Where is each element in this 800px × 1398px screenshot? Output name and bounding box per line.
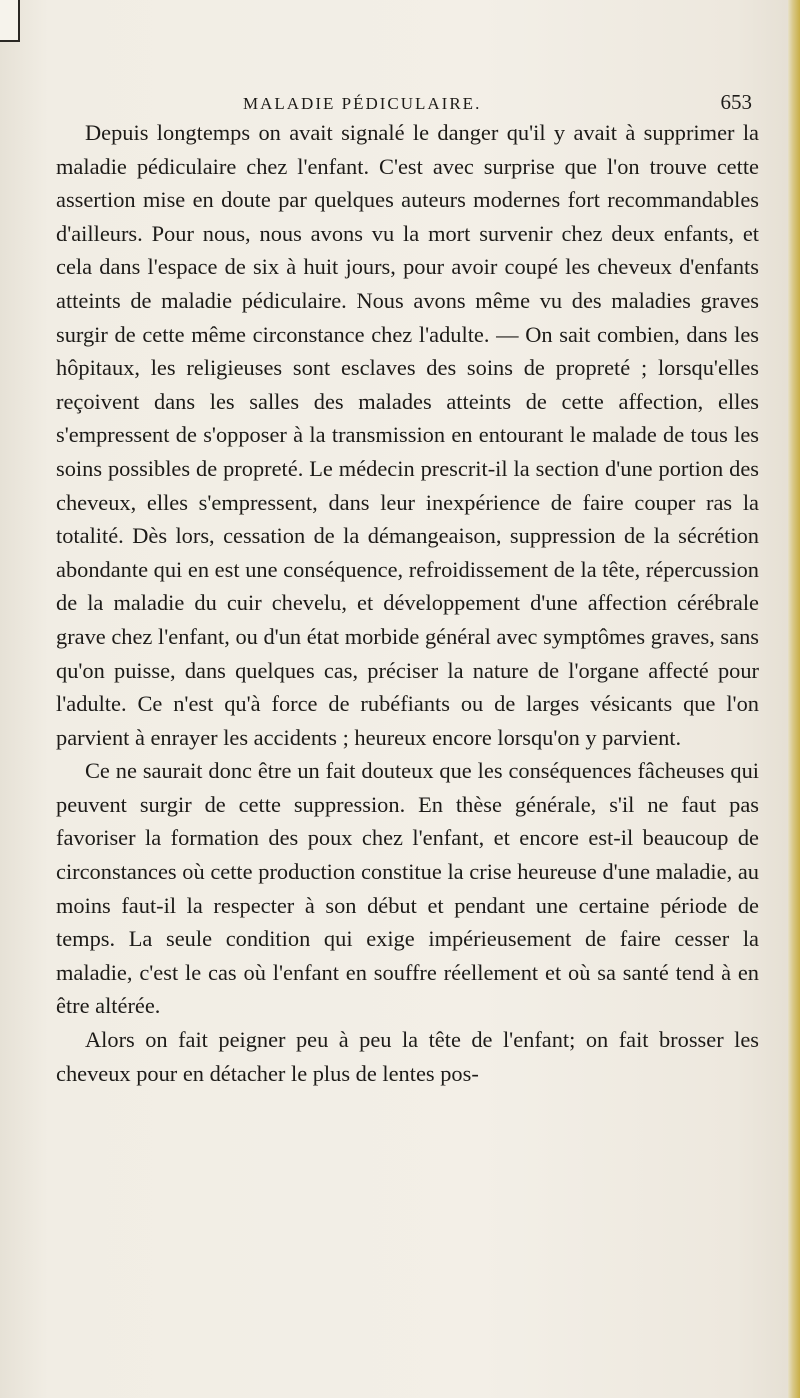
paragraph: Alors on fait peigner peu à peu la tête de l'enfant; on fait brosser les cheveux pour en détacher le plus de lentes pos- bbox=[56, 1027, 759, 1086]
paragraph: Depuis longtemps on avait signalé le danger qu'il y avait à supprimer la maladie pédiculaire chez l'enfant. C'est avec surprise que l'on trouve cette assertion mise en doute par quelques auteurs modernes fort recommandables d'ailleurs. Pour nous, nous avons vu la mort survenir chez deux enfants, et cela dans l'espace de six à huit jours, pour avoir coupé les cheveux d'enfants atteints de maladie pédiculaire. Nous avons même vu des maladies graves surgir de cette même circonstance chez l'adulte. — On sait combien, dans les hôpitaux, les religieuses sont esclaves des soins de propreté ; lorsqu'elles reçoivent dans les salles des malades atteints de cette affection, elles s'empressent de s'opposer à la transmission en entourant le malade de tous les soins possibles de propreté. Le médecin prescrit-il la section d'une portion des cheveux, elles s'empressent, dans leur inexpérience de faire couper ras la totalité. Dès lors, cessation de la démangeaison, suppression de la sécrétion abondante qui en est une conséquence, refroidissement de la tête, répercussion de la maladie du cuir chevelu, et développement d'une affection cérébrale grave chez l'enfant, ou d'un état morbide général avec symptômes graves, sans qu'on puisse, dans quelques cas, préciser la nature de l'organe affecté pour l'adulte. Ce n'est qu'à force de rubéfiants ou de larges vésicants que l'on parvient à enrayer les accidents ; heureux encore lorsqu'on y parvient. bbox=[56, 120, 759, 750]
page-corner-mark bbox=[0, 0, 20, 42]
page-edge bbox=[788, 0, 800, 1398]
page-number: 653 bbox=[720, 90, 752, 114]
paragraph: Ce ne saurait donc être un fait douteux que les conséquences fâcheuses qui peuvent surgir de cette suppression. En thèse générale, s'il ne faut pas favoriser la formation des poux chez l'enfant, et encore est-il beaucoup de circonstances où cette production constitue la crise heureuse d'une maladie, au moins faut-il la respecter à son début et pendant une certaine période de temps. La seule condition qui exige impérieusement de faire cesser la maladie, c'est le cas où l'enfant en souffre réellement et où sa santé tend à en être altérée. bbox=[56, 758, 759, 1019]
running-title: MALADIE PÉDICULAIRE. bbox=[243, 94, 482, 113]
body-text bbox=[56, 116, 759, 1090]
